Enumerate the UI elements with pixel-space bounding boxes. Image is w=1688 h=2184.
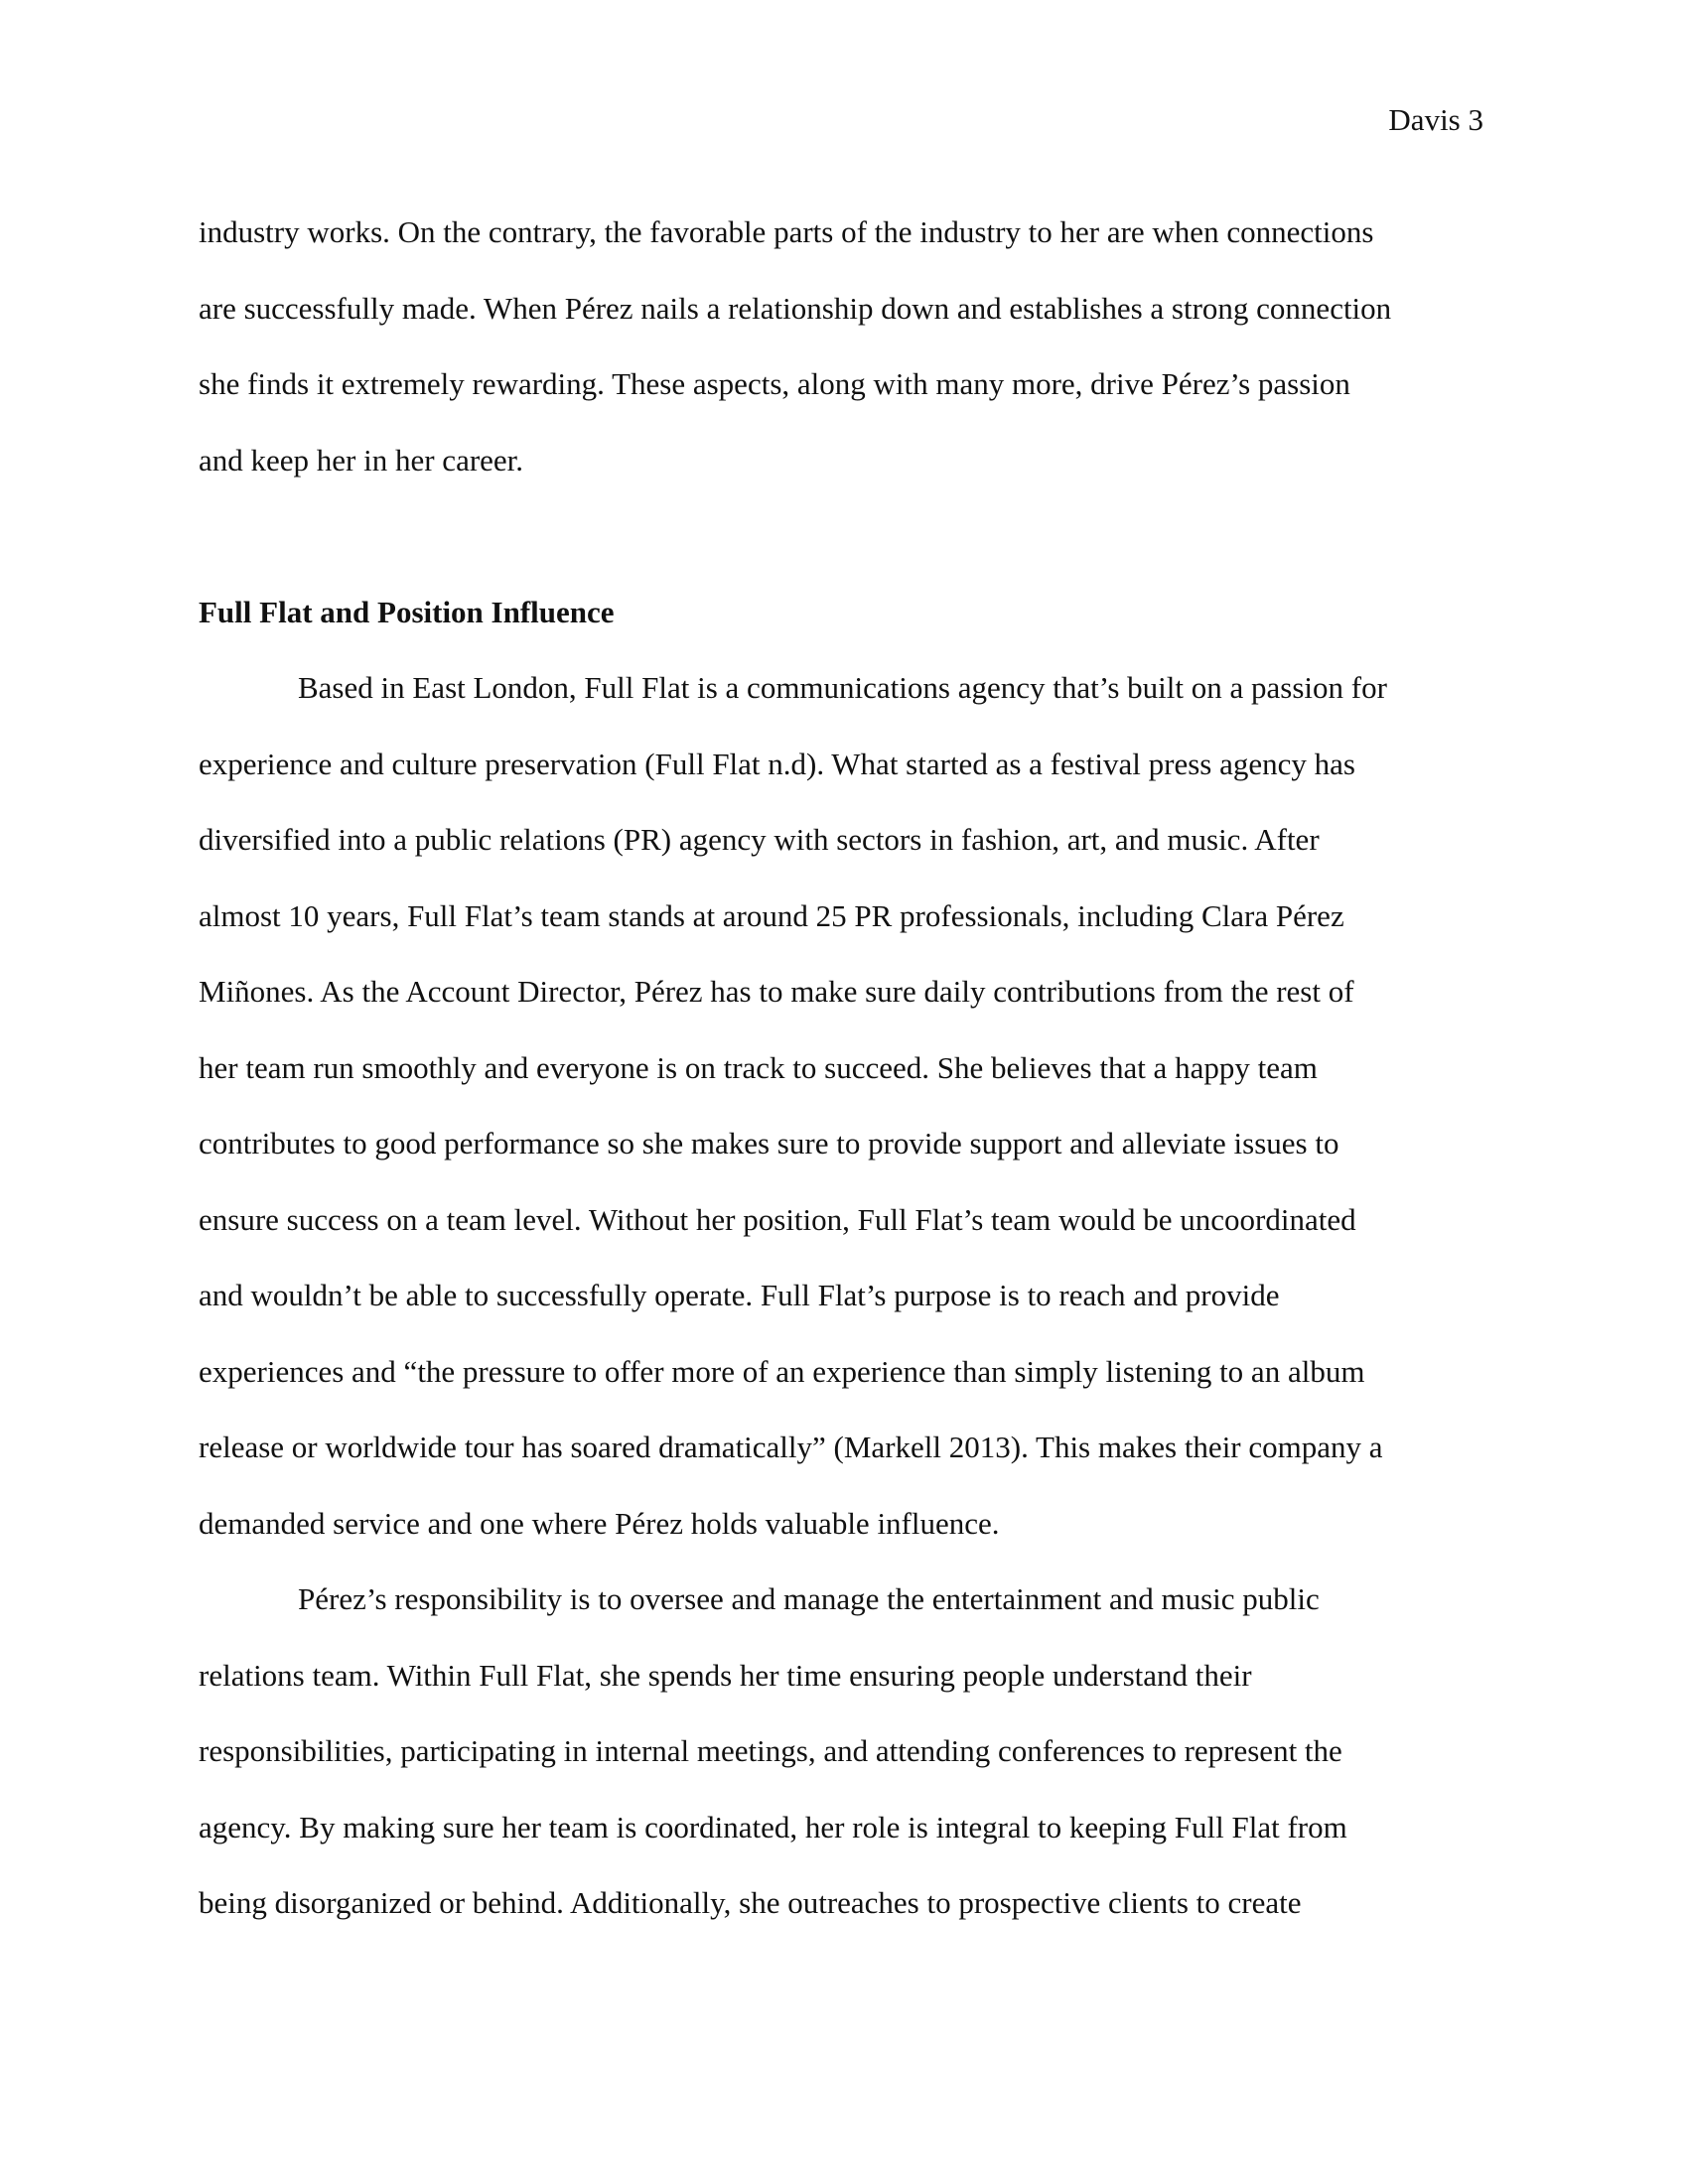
running-head: Davis 3 [1388,102,1483,137]
text-line: industry works. On the contrary, the favorable parts of the industry to her are when connections [199,214,1374,249]
text-line: almost 10 years, Full Flat’s team stands at around 25 PR professionals, including Clara Pérez [199,897,1344,933]
blank-line [199,498,1489,575]
body-text [199,195,1489,1942]
text-line: relations team. Within Full Flat, she spends her time ensuring people understand their [199,1657,1252,1693]
text-line: agency. By making sure her team is coordinated, her role is integral to keeping Full Flat from [199,1809,1347,1844]
text-line: and keep her in her career. [199,442,524,478]
text-line: responsibilities, participating in internal meetings, and attending conferences to represent the [199,1733,1342,1768]
text-line: demanded service and one where Pérez holds valuable influence. [199,1505,1000,1541]
text-line: being disorganized or behind. Additionally, she outreaches to prospective clients to create [199,1885,1302,1920]
paragraph-first-line: Based in East London, Full Flat is a communications agency that’s built on a passion for [298,670,1387,705]
text-line: Miñones. As the Account Director, Pérez has to make sure daily contributions from the rest of [199,974,1354,1009]
text-line: she finds it extremely rewarding. These aspects, along with many more, drive Pérez’s passion [199,366,1350,401]
text-line: diversified into a public relations (PR) agency with sectors in fashion, art, and music. After [199,822,1320,857]
text-line: contributes to good performance so she makes sure to provide support and alleviate issues to [199,1126,1339,1160]
paragraph-first-line: Pérez’s responsibility is to oversee and manage the entertainment and music public [298,1581,1320,1616]
section-heading: Full Flat and Position Influence [199,594,615,629]
text-line: experiences and “the pressure to offer more of an experience than simply listening to an album [199,1353,1365,1389]
text-line: her team run smoothly and everyone is on track to succeed. She believes that a happy team [199,1049,1318,1085]
text-line: are successfully made. When Pérez nails a relationship down and establishes a strong connection [199,290,1392,326]
text-line: release or worldwide tour has soared dramatically” (Markell 2013). This makes their company a [199,1430,1383,1464]
text-line: ensure success on a team level. Without her position, Full Flat’s team would be uncoordinated [199,1201,1356,1237]
text-line: experience and culture preservation (Full Flat n.d). What started as a festival press agency has [199,746,1355,781]
text-line: and wouldn’t be able to successfully operate. Full Flat’s purpose is to reach and provide [199,1278,1280,1312]
